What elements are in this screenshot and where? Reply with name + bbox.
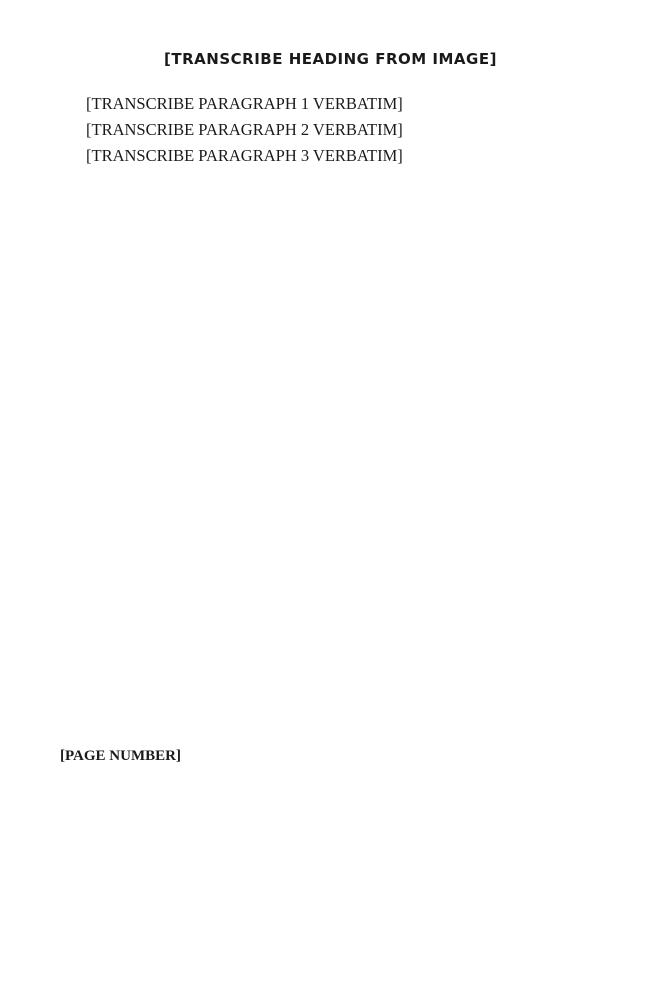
page-number: [PAGE NUMBER] — [60, 748, 181, 764]
paragraph: [TRANSCRIBE PARAGRAPH 1 VERBATIM] — [86, 94, 403, 113]
body-text — [60, 94, 601, 167]
paragraph: [TRANSCRIBE PARAGRAPH 3 VERBATIM] — [86, 146, 403, 166]
paragraph: [TRANSCRIBE PARAGRAPH 2 VERBATIM] — [86, 120, 403, 140]
chapter-heading: [TRANSCRIBE HEADING FROM IMAGE] — [164, 50, 497, 68]
